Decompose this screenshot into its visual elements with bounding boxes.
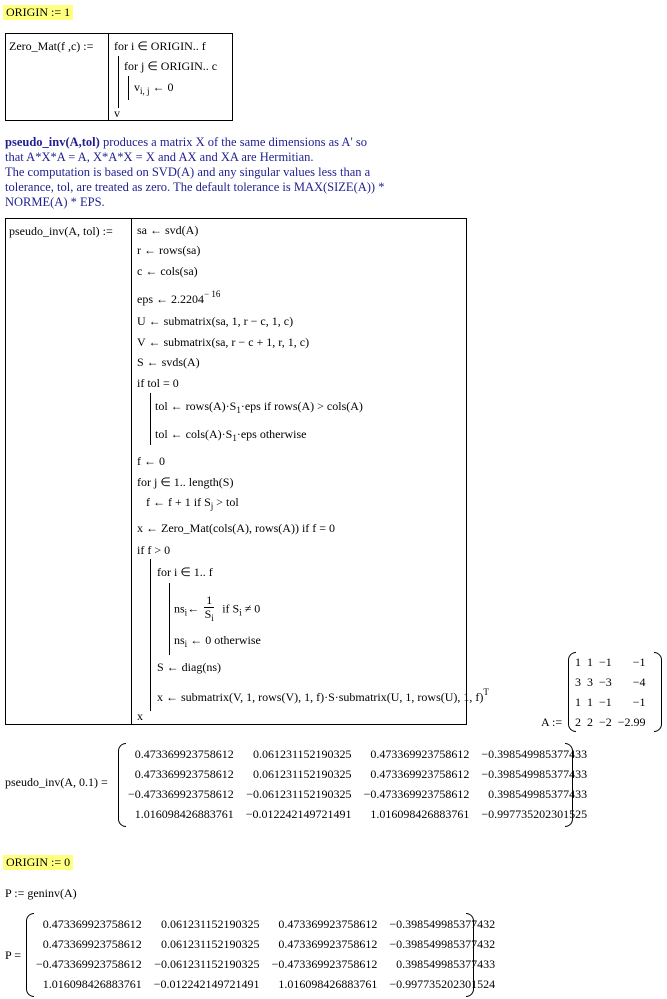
a-matrix-cell: −2 xyxy=(599,714,612,729)
zero-mat-return: v xyxy=(114,106,120,120)
p-result-cell: −0.473369923758612 xyxy=(36,956,142,971)
pinv-result-cell: 0.398549985377433 xyxy=(488,786,588,801)
line-x-zero: x ← Zero_Mat(cols(A), rows(A)) if f = 0 xyxy=(137,521,336,535)
line-V: V ← submatrix(sa, r − c + 1, r, 1, c) xyxy=(137,335,310,349)
origin-1-assignment[interactable]: ORIGIN := 1 xyxy=(3,5,73,20)
p-result-cell: 1.016098426883761 xyxy=(42,976,142,991)
pinv-result-cell: −0.473369923758612 xyxy=(128,786,234,801)
pinv-result-cell: 0.061231152190325 xyxy=(253,766,352,781)
a-matrix-cell: 1 xyxy=(575,654,581,669)
a-matrix-row xyxy=(572,692,649,712)
p-result-cell: 0.061231152190325 xyxy=(161,936,260,951)
p-result-cell: −0.061231152190325 xyxy=(154,956,260,971)
p-result-matrix[interactable] xyxy=(26,913,496,997)
pinv-result-cell: 0.061231152190325 xyxy=(253,746,352,761)
line-U: U ← submatrix(sa, 1, r − c, 1, c) xyxy=(137,314,294,328)
a-matrix-cell: −1 xyxy=(599,654,612,669)
line-if-f: if f > 0 xyxy=(137,543,171,557)
p-result-cell: 0.473369923758612 xyxy=(278,916,378,931)
A-matrix[interactable] xyxy=(568,652,662,732)
pinv-result-label: pseudo_inv(A, 0.1) = xyxy=(5,775,108,789)
pinv-result-cell: 0.473369923758612 xyxy=(134,766,234,781)
line-svd: sa ← svd(A) xyxy=(137,223,199,237)
line-cols: c ← cols(sa) xyxy=(137,264,198,278)
pinv-result-cell: −0.012242149721491 xyxy=(245,806,352,821)
pseudo-inv-description: pseudo_inv(A,tol) produces a matrix X of the same dimensions as A' so that A*X*A = A, X*A*X = X and AX and XA are Hermitian. The computation is based on SVD(A) and any singular values less than a tolerance, tol, are treated as zero. The default tolerance is MAX(SIZE(A)) * NORME(A) * EPS. xyxy=(5,135,385,209)
pinv-result-row xyxy=(122,784,593,804)
a-matrix-cell: 2 xyxy=(587,714,593,729)
line-ns-reciprocal: $ns_i\leftarrow$ $\frac{1}{S_i}$ if $S_i \ne 0$ xyxy=(174,593,261,623)
p-result-cell: −0.398549985377432 xyxy=(389,936,496,951)
a-matrix-row xyxy=(572,652,649,672)
a-matrix-cell: 3 xyxy=(587,674,593,689)
p-result-cell: −0.997735202301524 xyxy=(389,976,496,991)
a-matrix-row xyxy=(572,712,649,732)
p-result-row xyxy=(30,954,501,974)
line-x-result: x ← submatrix(V, 1, rows(V), 1, f)·S·submatrix(U, 1, rows(U), 1, f)$^T$ xyxy=(157,687,489,704)
a-matrix-cell: 1 xyxy=(587,694,593,709)
a-matrix-cell: 1 xyxy=(575,694,581,709)
p-result-cell: 0.473369923758612 xyxy=(42,936,142,951)
line-eps: eps ← $2.2204^{- 16}$ xyxy=(137,289,221,306)
pseudo-inv-program[interactable] xyxy=(5,218,489,725)
pinv-result-cell: 0.473369923758612 xyxy=(370,746,470,761)
a-matrix-row xyxy=(572,672,649,692)
p-result-cell: 0.473369923758612 xyxy=(42,916,142,931)
a-matrix-cell: −1 xyxy=(632,654,646,669)
a-matrix-cell: −2.99 xyxy=(617,714,646,729)
pinv-result-cell: −0.398549985377433 xyxy=(481,746,588,761)
p-result-row xyxy=(30,934,501,954)
p-result-cell: 1.016098426883761 xyxy=(278,976,378,991)
p-result-row xyxy=(30,974,501,994)
line-S-diag: S ← diag(ns) xyxy=(157,660,221,674)
zero-mat-program[interactable] xyxy=(5,33,233,121)
p-result-cell: 0.473369923758612 xyxy=(278,936,378,951)
origin-0-assignment[interactable]: ORIGIN := 0 xyxy=(3,855,73,870)
pinv-result-matrix[interactable] xyxy=(118,743,588,827)
p-result-cell: −0.012242149721491 xyxy=(153,976,260,991)
p-result-cell: 0.398549985377433 xyxy=(396,956,496,971)
a-matrix-cell: −1 xyxy=(632,694,646,709)
pseudo-inv-name: pseudo_inv(A, tol) := xyxy=(9,224,113,238)
pinv-result-cell: 0.473369923758612 xyxy=(134,746,234,761)
a-matrix-cell: 2 xyxy=(575,714,581,729)
line-tol-rows: tol ← $rows(A)\cdot S_1\cdot eps$ if rows(A) > cols(A) xyxy=(155,399,363,415)
pinv-result-cell: −0.061231152190325 xyxy=(246,786,352,801)
pinv-result-cell: 1.016098426883761 xyxy=(370,806,470,821)
zero-mat-assign: $v_{i, j}$ ← 0 xyxy=(134,80,174,96)
a-matrix-cell: −1 xyxy=(599,694,612,709)
pinv-result-cell: −0.398549985377433 xyxy=(481,766,588,781)
line-for-i: for i ∈ 1.. f xyxy=(157,565,213,579)
p-result-cell: −0.473369923758612 xyxy=(271,956,378,971)
p-result-cell: 0.061231152190325 xyxy=(161,916,260,931)
a-matrix-cell: 1 xyxy=(587,654,593,669)
line-f-init: f ← 0 xyxy=(137,454,165,468)
pinv-result-cell: 1.016098426883761 xyxy=(134,806,234,821)
p-result-row xyxy=(30,914,501,934)
line-f-increment: f ← f + 1 if $S_j$ > tol xyxy=(146,495,239,511)
line-S: S ← svds(A) xyxy=(137,355,200,369)
zero-mat-for-i: for i ∈ ORIGIN.. f xyxy=(114,39,206,53)
zero-mat-for-j: for j ∈ ORIGIN.. c xyxy=(124,59,218,73)
line-if-tol: if tol = 0 xyxy=(137,376,179,390)
line-tol-cols: tol ← $cols(A)\cdot S_1\cdot eps$ otherwise xyxy=(155,427,307,443)
p-result-label: P = xyxy=(5,948,21,962)
line-return-x: x xyxy=(137,709,143,723)
a-matrix-cell: −3 xyxy=(599,674,612,689)
a-matrix-cell: 3 xyxy=(575,674,581,689)
A-label: A := xyxy=(541,715,563,729)
zero-mat-name: Zero_Mat(f ,c) := xyxy=(9,39,94,53)
line-ns-zero: $ns_i$ ← 0 otherwise xyxy=(174,633,261,649)
pinv-result-row xyxy=(122,744,593,764)
p-definition[interactable]: P := geninv(A) xyxy=(5,886,77,900)
line-for-j: for j ∈ 1.. length(S) xyxy=(137,475,234,489)
pinv-result-row xyxy=(122,804,593,824)
pinv-result-cell: −0.997735202301525 xyxy=(481,806,588,821)
pinv-result-row xyxy=(122,764,593,784)
p-result-cell: −0.398549985377432 xyxy=(389,916,496,931)
line-rows: r ← rows(sa) xyxy=(137,243,201,257)
pinv-result-cell: −0.473369923758612 xyxy=(363,786,470,801)
pinv-result-cell: 0.473369923758612 xyxy=(370,766,470,781)
a-matrix-cell: −4 xyxy=(632,674,646,689)
